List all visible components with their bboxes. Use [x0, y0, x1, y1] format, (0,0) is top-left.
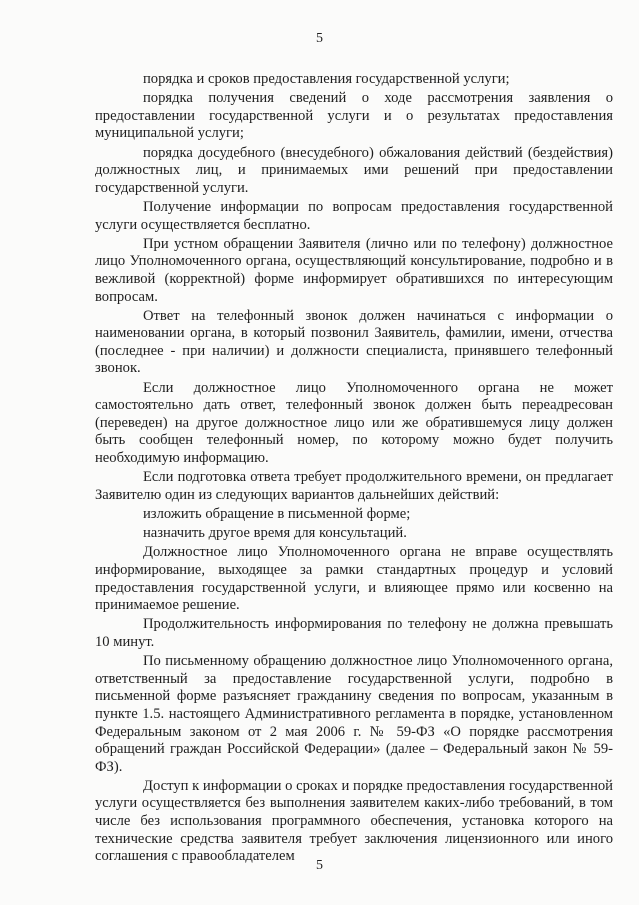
- paragraph: Должностное лицо Уполномоченного органа не вправе осуществлять информирование, выходящее за рамки стандартных процедур и условий предоставления государственной услуги, и влияющее прямо или косвенно на принимаемое решение.: [95, 544, 613, 614]
- paragraph: назначить другое время для консультаций.: [143, 525, 407, 542]
- page-number-top: 5: [316, 31, 323, 46]
- paragraph: порядка досудебного (внесудебного) обжалования действий (бездействия) должностных лиц, и принимаемых ими решений при предоставлении государственной услуги.: [95, 144, 613, 196]
- paragraph: Получение информации по вопросам предоставления государственной услуги осуществляется бесплатно.: [95, 198, 613, 233]
- paragraph: Продолжительность информирования по телефону не должна превышать 10 минут.: [95, 616, 613, 650]
- paragraph: Если должностное лицо Уполномоченного органа не может самостоятельно дать ответ, телефонный звонок должен быть переадресован (переведен) на другое должностное лицо или же обратившемуся лицу должен быть сообщен телефонный номер, по которому можно будет получить необходимую информацию.: [95, 379, 613, 467]
- paragraph: При устном обращении Заявителя (лично или по телефону) должностное лицо Уполномоченного органа, осуществляющий консультирование, подробно и в вежливой (корректной) форме информирует обратившихся по интересующим вопросам.: [95, 235, 613, 305]
- paragraph: По письменному обращению должностное лицо Уполномоченного органа, ответственный за предоставление государственной услуги, подробно в письменной форме разъясняет гражданину сведения по вопросам, указанным в пункте 1.5. настоящего Административного регламента в порядке, установленном Федеральным законом от 2 мая 2006 г. № 59-ФЗ «О порядке рассмотрения обращений граждан Российской Федерации» (далее – Федеральный закон № 59-ФЗ).: [95, 653, 613, 775]
- paragraph: Если подготовка ответа требует продолжительного времени, он предлагает Заявителю один из следующих вариантов дальнейших действий:: [95, 469, 613, 503]
- paragraph: Доступ к информации о сроках и порядке предоставления государственной услуги осуществляется без выполнения заявителем каких-либо требований, в том числе без использования программного обеспечения, установка которого на технические средства заявителя требует заключения лицензионного или иного соглашения с правообладателем: [95, 777, 613, 865]
- paragraph: изложить обращение в письменной форме;: [143, 506, 411, 522]
- paragraph: Ответ на телефонный звонок должен начинаться с информации о наименовании органа, в который позвонил Заявитель, фамилии, имени, отчества (последнее - при наличии) и должности специалиста, принявшего телефонный звонок.: [95, 307, 613, 377]
- paragraph: порядка получения сведений о ходе рассмотрения заявления о предоставлении государственной услуги и о результатах предоставления муниципальной услуги;: [95, 90, 613, 142]
- page-number-bottom: 5: [316, 858, 323, 873]
- document-body: [95, 71, 613, 867]
- paragraph: порядка и сроков предоставления государственной услуги;: [143, 71, 510, 87]
